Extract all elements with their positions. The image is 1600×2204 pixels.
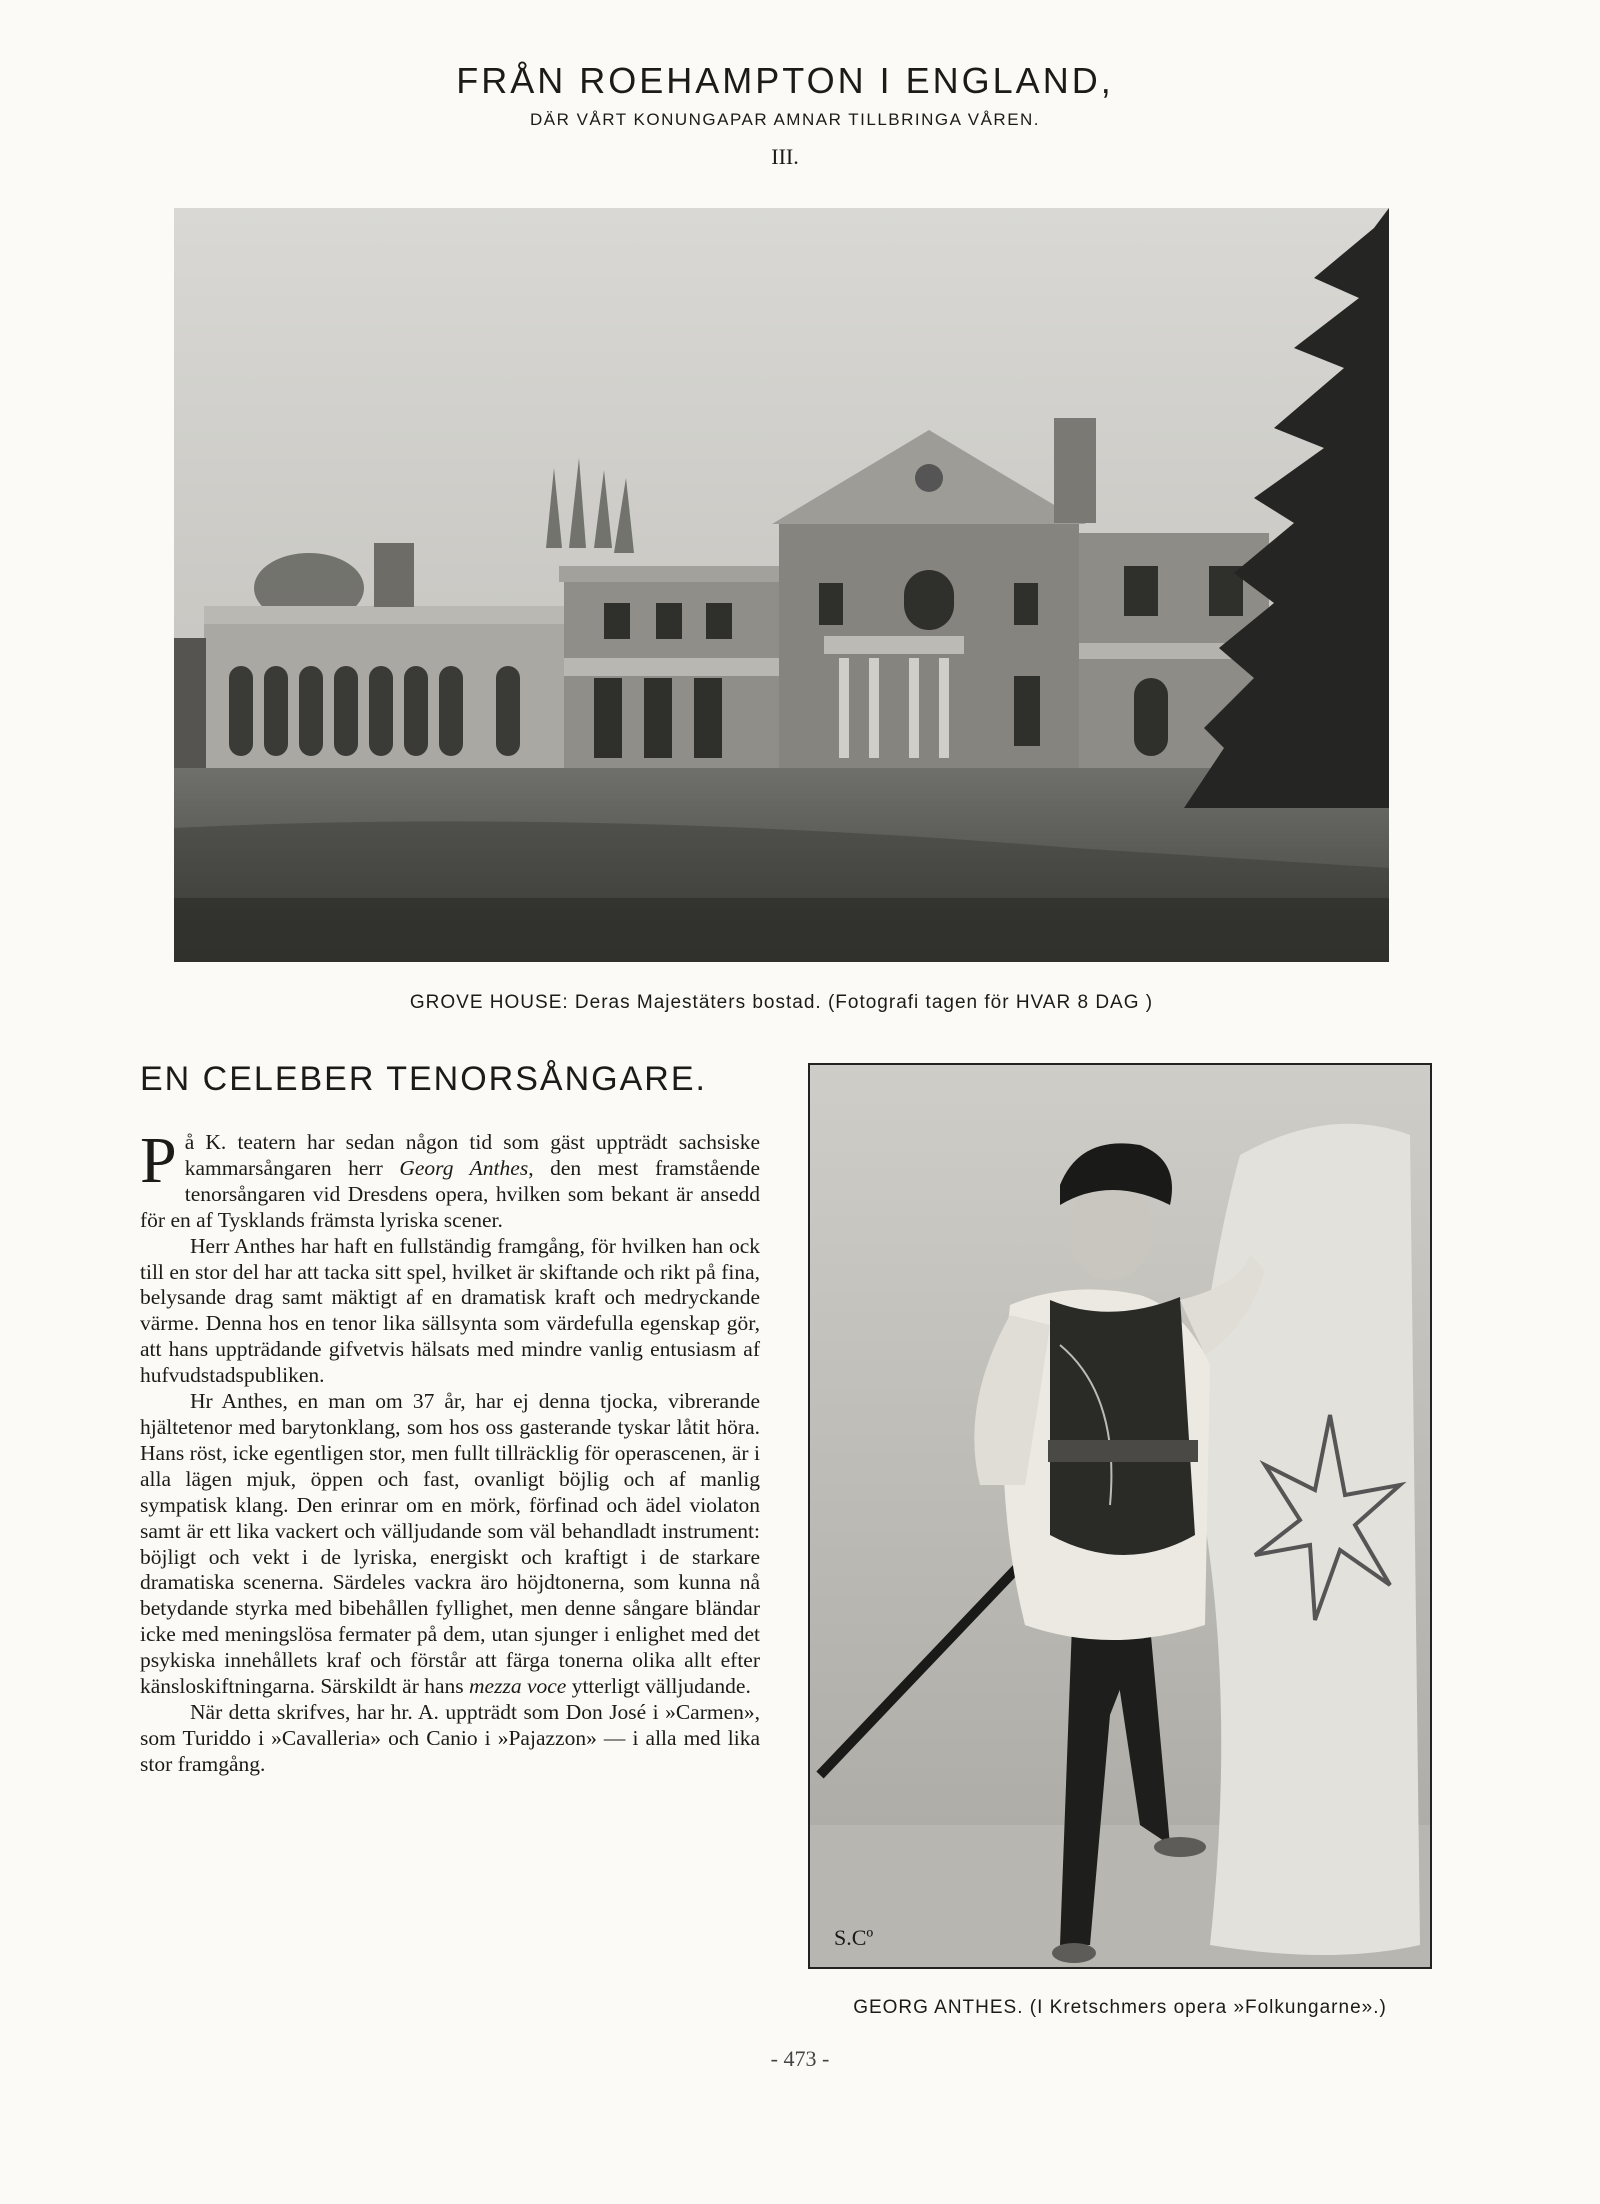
- singer-name: Georg Anthes: [399, 1155, 529, 1180]
- photographer-signature: S.Cº: [834, 1925, 874, 1950]
- article-paragraph-3: [140, 1389, 760, 1700]
- grove-house-photo: [174, 208, 1389, 962]
- article-body: [140, 1124, 760, 1778]
- portrait-caption: GEORG ANTHES. (I Kretschmers opera »Folkungarne».): [853, 1997, 1387, 2018]
- article-heading: EN CELEBER TENORSÅNGARE.: [140, 1060, 707, 1098]
- paragraph-1-end: , den mest framstående tenorsångaren vid Dresdens opera, hvilken som bekant är ansedd för en af Tysklands främsta lyriska scener.: [140, 1155, 760, 1232]
- mezza-voce-term: mezza voce: [469, 1674, 567, 1699]
- article-paragraph-2: Herr Anthes har haft en fullständig framgång, för hvilken han ock till en stor del har att tacka sitt spel, hvilket är skiftande och rikt på fina, belysande drag samt mäktigt af en dramatisk kraft och medryckande värme. Denna hos en tenor lika sällsynta som värdefulla egenskap gör, att hans uppträdande gifvetvis hälsats med mindre vanlig entusiasm af hufvudstadspubliken.: [140, 1233, 760, 1388]
- paragraph-3-end: ytterligt välljudande.: [566, 1674, 751, 1699]
- georg-anthes-portrait: [808, 1063, 1432, 1969]
- article-paragraph-1: [140, 1124, 760, 1234]
- drop-cap: P: [140, 1124, 177, 1197]
- page-title: FRÅN ROEHAMPTON I ENGLAND,: [456, 60, 1114, 101]
- part-number: III.: [771, 144, 799, 169]
- portrait-illustration: [810, 1065, 1430, 1967]
- page-number: - 473 -: [770, 2046, 830, 2071]
- page-subtitle: DÄR VÅRT KONUNGAPAR AMNAR TILLBRINGA VÅREN.: [529, 110, 1041, 129]
- article-paragraph-4: När detta skrifves, har hr. A. uppträdt som Don José i »Carmen», som Turiddo i »Cavalleria» och Canio i »Pajazzon» — i alla med lika stor framgång.: [140, 1699, 760, 1776]
- grove-house-caption: GROVE HOUSE: Deras Majestäters bostad. (Fotografi tagen för HVAR 8 DAG ): [409, 992, 1154, 1013]
- paragraph-1-start: å K. teatern har sedan någon tid som gäst uppträdt sachsiske kammarsångaren herr: [184, 1130, 760, 1180]
- grove-house-illustration: [174, 208, 1389, 962]
- paragraph-3-start: Hr Anthes, en man om 37 år, har ej denna tjocka, vibrerande hjältetenor med barytonklang, som hos oss gasterande tyskar låtit höra. Hans röst, icke egentligen stor, men fullt tillräcklig för operascenen, är i alla lägen mjuk, öppen och fast, ovanligt böjlig och af manlig sympatisk klang. Den erinrar om en mörk, förfinad och ädel violaton samt är ett lika vackert och välljudande som väl behandladt instrument: böjligt och vekt i de lyriska, energiskt och kraftigt i de starkare dramatiska scenerna. Särdeles vackra äro höjdtonerna, som kunna nå betydande styrka med bibehållen fyllighet, men denne sångare bländar icke med meningslösa fermater på dem, utan sjunger i enlighet med det psykiska innehållets kraf och förstår att färga tonerna olika allt efter känsloskiftningarna. Särskildt är hans: [140, 1389, 760, 1699]
